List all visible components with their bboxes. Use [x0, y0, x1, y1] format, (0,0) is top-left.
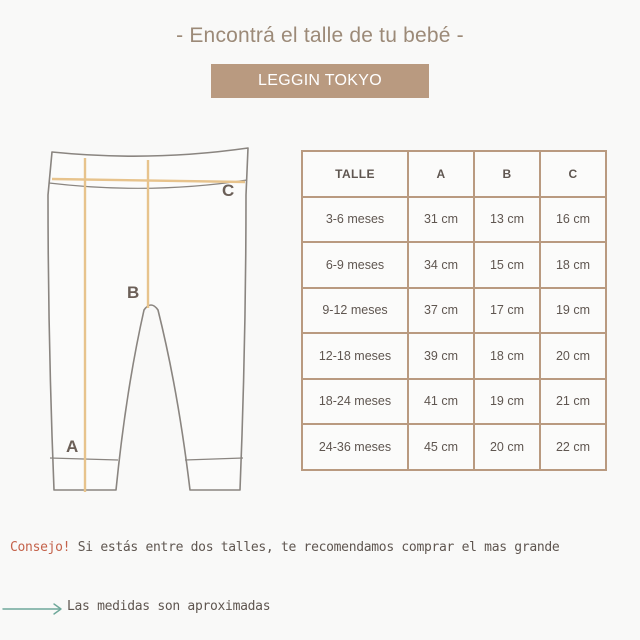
cell-a: 39 cm: [408, 333, 474, 379]
cell-c: 16 cm: [540, 197, 606, 243]
cell-size: 12-18 meses: [302, 333, 408, 379]
cell-b: 18 cm: [474, 333, 540, 379]
cell-b: 19 cm: [474, 379, 540, 425]
cell-a: 37 cm: [408, 288, 474, 334]
cell-size: 18-24 meses: [302, 379, 408, 425]
leggings-diagram: [40, 140, 260, 510]
arrow-right-icon: [2, 602, 64, 616]
label-c: C: [222, 181, 235, 200]
header-c: C: [540, 151, 606, 197]
header-a: A: [408, 151, 474, 197]
cell-b: 15 cm: [474, 242, 540, 288]
table-row: [302, 197, 606, 243]
measurement-note: [0, 598, 360, 620]
cell-size: 24-36 meses: [302, 424, 408, 470]
table-row: [302, 379, 606, 425]
tip-text: Si estás entre dos talles, te recomendamos comprar el mas grande: [70, 540, 560, 555]
tip-label: Consejo!: [10, 540, 71, 555]
sizing-tip: [10, 540, 636, 555]
cell-size: 3-6 meses: [302, 197, 408, 243]
note-text: Las medidas son aproximadas: [67, 599, 271, 614]
cell-c: 21 cm: [540, 379, 606, 425]
cell-b: 20 cm: [474, 424, 540, 470]
size-chart-table: [301, 150, 607, 471]
cell-a: 41 cm: [408, 379, 474, 425]
cell-size: 6-9 meses: [302, 242, 408, 288]
table-row: [302, 288, 606, 334]
header-talle: TALLE: [302, 151, 408, 197]
table-header-row: [302, 151, 606, 197]
table-row: [302, 333, 606, 379]
header-b: B: [474, 151, 540, 197]
cell-c: 22 cm: [540, 424, 606, 470]
cell-b: 17 cm: [474, 288, 540, 334]
cell-a: 31 cm: [408, 197, 474, 243]
cell-a: 34 cm: [408, 242, 474, 288]
cell-a: 45 cm: [408, 424, 474, 470]
cell-c: 20 cm: [540, 333, 606, 379]
table-row: [302, 424, 606, 470]
cell-size: 9-12 meses: [302, 288, 408, 334]
label-b: B: [127, 283, 140, 302]
cell-c: 19 cm: [540, 288, 606, 334]
product-name-banner: LEGGIN TOKYO: [211, 64, 429, 98]
cell-b: 13 cm: [474, 197, 540, 243]
leggings-illustration: [40, 140, 260, 510]
label-a: A: [66, 437, 79, 456]
page-heading: - Encontrá el talle de tu bebé -: [176, 24, 464, 47]
cell-c: 18 cm: [540, 242, 606, 288]
table-row: [302, 242, 606, 288]
